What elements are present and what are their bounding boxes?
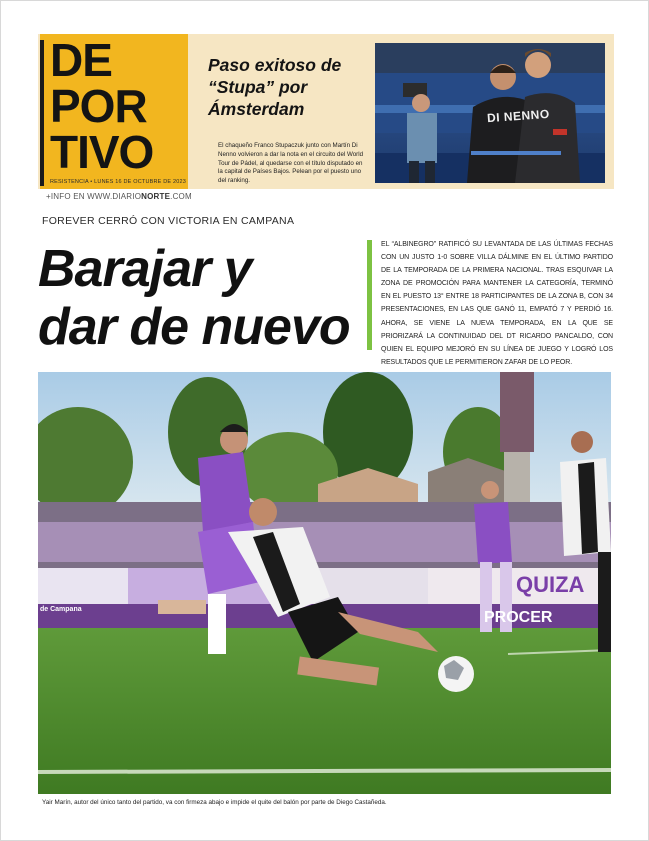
article-kicker: FOREVER CERRÓ CON VICTORIA EN CAMPANA [42, 215, 295, 227]
photo-caption: Yair Marín, autor del único tanto del partido, va con firmeza abajo e impide el quite del balón por parte de Diego Castañeda. [42, 799, 387, 806]
banner-quiza: QUIZA [516, 572, 585, 597]
article-lead: EL “ALBINEGRO” RATIFICÓ SU LEVANTADA DE LAS ÚLTIMAS FECHAS CON UN JUSTO 1-0 SOBRE VILLA DÁLMINE EN EL ÚLTIMO PARTIDO DE LA TEMPORADA DE LA PRIMERA NACIONAL. TRAS ESQUIVAR LA ZONA DE PROMOCIÓN PARA MANTENER LA CATEGORÍA, TERMINÓ EN EL PUESTO 13° ENTRE 18 PARTICIPANTES DE LA ZONA B, CON 34 PRESENTACIONES, EN LAS QUE GANÓ 11, EMPATÓ 7 Y PERDIÓ 16. AHORA, SE VIENE LA NUEVA TEMPORADA, EN LA QUE SE PRIORIZARÁ LA CONTINUIDAD DEL DT RICARDO PANCALDO, CON QUIEN EL EQUIPO MEJORÓ EN SU LÍNEA DE JUEGO Y LOGRÓ LOS RESULTADOS QUE LE PERMITIERON ZAFAR DE LO PEOR. [381, 241, 613, 366]
logo-line-2: POR [50, 80, 147, 132]
website-suffix: .COM [170, 192, 192, 201]
logo-bar [40, 40, 44, 186]
headline-line-1: Barajar y [38, 240, 252, 298]
teaser-body: El chaqueño Franco Stupaczuk junto con Martín Di Nenno volvieron a dar la nota en el circuito del World Tour de Pádel, al quedarse con el título disputado en la capital de Países Bajos. Pelean por el puesto uno del ranking. [218, 142, 364, 185]
teaser-title[interactable]: Paso exitoso de “Stupa” por Ámsterdam [208, 55, 342, 119]
issue-date: RESISTENCIA • LUNES 16 DE OCTUBRE DE 2023 [50, 179, 187, 185]
headline-line-2: dar de nuevo [38, 298, 350, 356]
website-link[interactable] [46, 192, 192, 201]
logo-line-1: DE [50, 34, 112, 86]
player-shirt-text: DI NENNO [486, 106, 551, 126]
banner-procer: PROCER [484, 609, 553, 626]
banner-campana: de Campana [40, 606, 82, 613]
logo-line-3: TIVO [50, 126, 154, 178]
article-headline [38, 240, 350, 356]
teaser-photo [375, 43, 605, 183]
lead-accent-bar [367, 240, 372, 350]
match-photo [38, 372, 611, 794]
section-logo [40, 34, 188, 189]
website-brand: NORTE [141, 192, 171, 201]
website-prefix: +INFO EN WWW.DIARIO [46, 192, 142, 201]
